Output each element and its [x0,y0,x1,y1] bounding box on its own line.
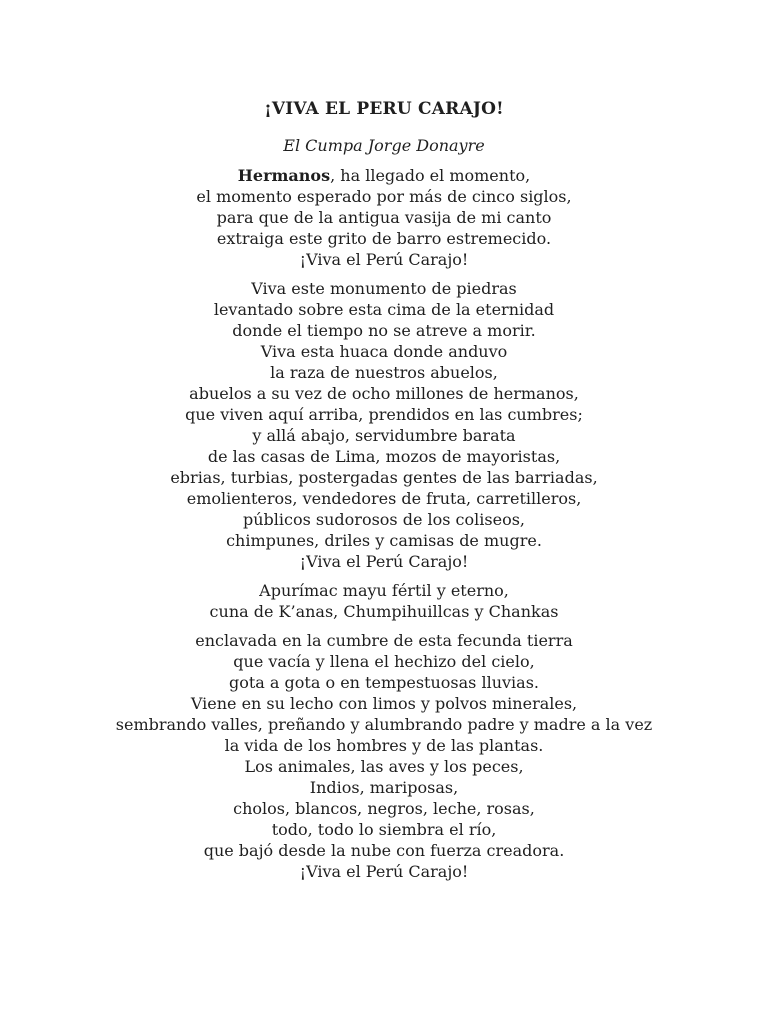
poem-line: la vida de los hombres y de las plantas. [224,736,544,755]
poem-line: cuna de K’anas, Chumpihuillcas y Chankas [209,602,559,621]
poem-line: enclavada en la cumbre de esta fecunda tierra [195,631,573,650]
poem-line: de las casas de Lima, mozos de mayoristas, [207,447,561,466]
poem-line: Viva esta huaca donde anduvo [260,342,508,361]
line-text: , ha llegado el momento, [330,166,531,185]
poem-author: El Cumpa Jorge Donayre [283,136,485,155]
poem-line [110,165,658,186]
lead-word: Hermanos [237,166,331,185]
stanza-1 [110,165,658,270]
poem-line: ebrias, turbias, postergadas gentes de las barriadas, [170,468,598,487]
poem-line: emolienteros, vendedores de fruta, carretilleros, [186,489,582,508]
stanza-3 [110,580,658,622]
poem-line: extraiga este grito de barro estremecido. [216,229,552,248]
poem-line: abuelos a su vez de ocho millones de hermanos, [189,384,579,403]
poem-line: chimpunes, driles y camisas de mugre. [226,531,542,550]
stanza-4 [110,630,658,882]
poem-body [110,165,658,890]
poem-line: Viene en su lecho con limos y polvos minerales, [190,694,578,713]
poem-line: públicos sudorosos de los coliseos, [242,510,525,529]
poem-line: donde el tiempo no se atreve a morir. [232,321,536,340]
poem-line: ¡Viva el Perú Carajo! [299,552,469,571]
poem-line: cholos, blancos, negros, leche, rosas, [233,799,535,818]
poem-line: gota a gota o en tempestuosas lluvias. [229,673,539,692]
poem-line: que viven aquí arriba, prendidos en las cumbres; [185,405,583,424]
poem-line: Indios, mariposas, [309,778,459,797]
poem-line: el momento esperado por más de cinco siglos, [196,187,572,206]
poem-line: todo, todo lo siembra el río, [271,820,497,839]
poem-line: para que de la antigua vasija de mi canto [216,208,552,227]
stanza-2 [110,278,658,572]
poem-line: ¡Viva el Perú Carajo! [299,862,469,881]
poem-line: sembrando valles, preñando y alumbrando padre y madre a la vez [115,715,653,734]
poem-line: que vacía y llena el hechizo del cielo, [233,652,535,671]
poem-line: y allá abajo, servidumbre barata [252,426,516,445]
poem-line: levantado sobre esta cima de la eternidad [213,300,555,319]
poem-title: ¡VIVA EL PERU CARAJO! [264,99,504,119]
poem-line: que bajó desde la nube con fuerza creadora. [203,841,565,860]
poem-line: ¡Viva el Perú Carajo! [299,250,469,269]
poem-line: Apurímac mayu fértil y eterno, [259,581,509,600]
poem-line: Los animales, las aves y los peces, [244,757,524,776]
poem-line: la raza de nuestros abuelos, [270,363,498,382]
poem-line: Viva este monumento de piedras [251,279,517,298]
